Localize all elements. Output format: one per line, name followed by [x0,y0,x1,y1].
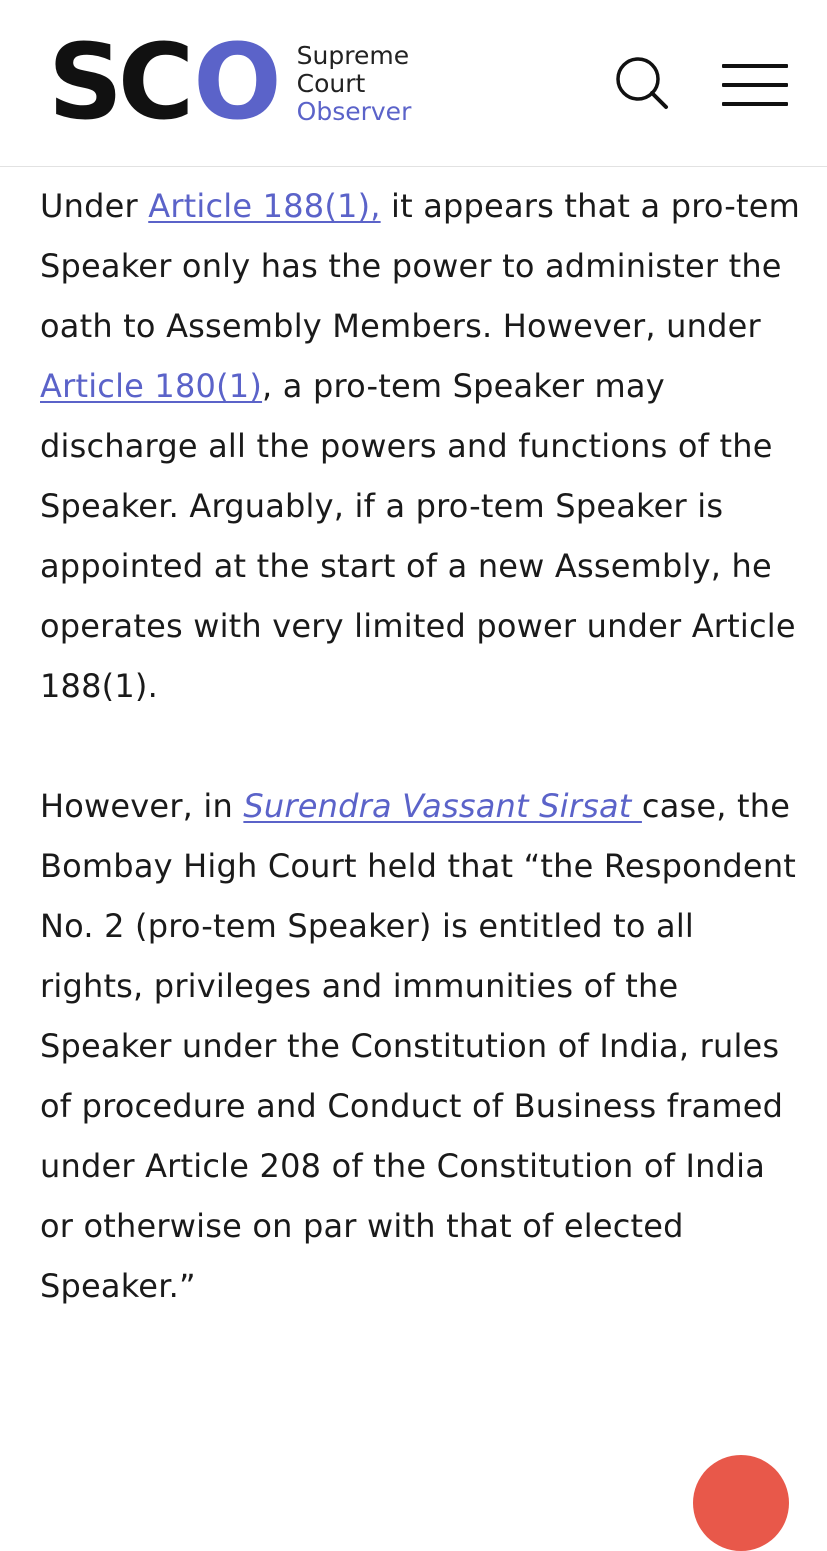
menu-bar-bottom [722,102,788,106]
logo-wordmark [297,38,412,126]
logo-mark [48,21,277,143]
site-logo[interactable] [48,21,412,143]
article-paragraph-2 [40,776,800,1316]
logo-line-court: Court [296,69,366,98]
logo-letters-sc: SC [48,21,190,143]
p1-text-2: it appears that a pro-tem Speaker only has the power to administer the oath to Assembly Members. However, under [40,187,800,345]
p1-text-1: Under [40,187,149,225]
search-icon [612,54,672,114]
logo-line-supreme: Supreme [296,41,410,70]
search-button[interactable] [612,54,672,114]
p1-text-3: , a pro-tem Speaker may discharge all the powers and functions of the Speaker. Arguably, if a pro-tem Speaker is appointed at the start of a new Assembly, he operates with very limited power under Article 188(1). [40,367,796,705]
site-header [0,0,827,167]
article-188-link[interactable]: Article 188(1), [148,187,381,225]
menu-bar-middle [722,83,788,87]
logo-line-observer: Observer [296,97,412,126]
hamburger-menu-button[interactable] [722,62,790,110]
article-180-link[interactable]: Article 180(1) [40,367,263,405]
surendra-vassant-sirsat-link[interactable]: Surendra Vassant Sirsat [243,787,642,825]
article-body [40,176,800,1316]
menu-bar-top [722,64,788,68]
p2-text-2: case, the Bombay High Court held that “the Respondent No. 2 (pro-tem Speaker) is entitled to all rights, privileges and immunities of the Speaker under the Constitution of India, rules of procedure and Conduct of Business framed under Article 208 of the Constitution of India or otherwise on par with that of elected Speaker.” [40,787,797,1305]
logo-letter-o: O [193,21,277,143]
floating-action-button[interactable] [693,1455,789,1551]
article-paragraph-1 [40,176,800,716]
p2-text-1: However, in [40,787,244,825]
